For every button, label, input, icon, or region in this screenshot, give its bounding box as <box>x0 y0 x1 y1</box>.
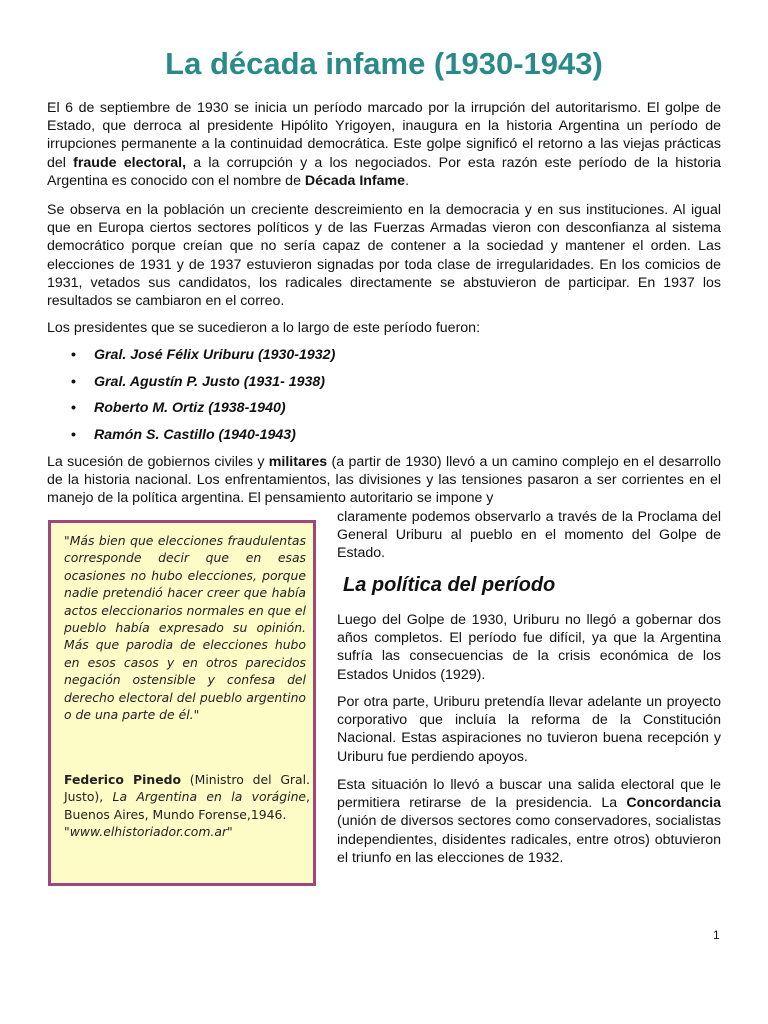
text-run: El 6 de septiembre de 1930 se inicia un período marcado por la irrupción del autoritarismo. El golpe de Estado, que derroca al presidente Hipólito Yrigoyen, inaugura en la historia Argentina un período de irrupciones permanente a la continuidad democrática. Este golpe significó el retorno a las viejas prácticas del <box>47 100 721 171</box>
paragraph-democracy: Se observa en la población un creciente descreimiento en la democracia y en sus instituciones. Al igual que en Europa ciertos sectores políticos y de las Fuerzas Armadas vieron con desconfianza al sistema democrático porque creían que no sería capaz de contener a la sociedad y mantener el orden. Las elecciones de 1931 y de 1937 estuvieron signadas por toda clase de irregularidades. En los comicios de 1931, vetados sus candidatos, los radicales directamente se abstuvieron de participar. En 1937 los resultados se cambiaron en el correo. <box>47 202 721 310</box>
bullet-icon: • <box>71 347 76 363</box>
presidents-list <box>47 346 721 452</box>
bullet-icon: • <box>71 426 76 443</box>
quote-book-title: La Argentina en la vorágine <box>112 789 307 805</box>
bold-term-decada-infame: Década Infame <box>304 172 406 189</box>
quote-source <box>64 771 310 841</box>
page-number: 1 <box>713 928 720 942</box>
quote-author: Federico Pinedo <box>64 772 181 787</box>
text-run: (a partir de 1930) llevó a un camino complejo en el desarrollo de la historia nacional. Los enfrentamientos, las divisiones y las tensiones pasaron a ser corrientes en el manejo de la política argentina. El pensamiento autoritario se impone y <box>47 454 721 507</box>
text-run: Esta situación lo llevó a buscar una salida electoral que le permitiera retirarse de la presidencia. La <box>337 777 721 812</box>
president-name: Ramón S. Castillo (1940-1943) <box>94 426 296 443</box>
section-subtitle: La política del período <box>343 574 556 596</box>
paragraph-concordancia <box>337 776 721 867</box>
paragraph-succession <box>47 453 721 508</box>
list-item <box>47 399 721 426</box>
quote-text: "Más bien que elecciones fraudulentas corresponde decir que en esas ocasiones no hubo elecciones, porque nadie pretendió hacer creer que había actos eleccionarios normales en que el pueblo había expresado su opinión. Más que parodia de elecciones hubo en esos casos y en otros parecidos negación ostensible y confesa del derecho electoral del pueblo argentino o de una parte de él." <box>64 533 306 723</box>
bold-term-concordancia: Concordancia <box>626 795 721 812</box>
president-name: Gral. José Félix Uriburu (1930-1932) <box>94 347 336 363</box>
quote-website: "www.elhistoriador.com.ar" <box>64 824 233 840</box>
quote-publication: , Buenos Aires, Mundo Forense,1946. <box>64 789 310 822</box>
text-run: . <box>405 172 410 189</box>
page-title: La década infame (1930-1943) <box>165 46 603 81</box>
list-item <box>47 346 721 373</box>
president-name: Roberto M. Ortiz (1938-1940) <box>94 400 286 416</box>
quote-box <box>48 520 316 886</box>
president-name: Gral. Agustín P. Justo (1931- 1938) <box>94 373 326 390</box>
text-run: (unión de diversos sectores como conservadores, socialistas independientes, disidentes radicales, entre otros) obtuvieron el triunfo en las elecciones de 1932. <box>337 813 721 866</box>
text-run: a la corrupción y a los negociados. Por esta razón este período de la historia Argentina es conocido con el nombre de <box>47 154 722 189</box>
intro-paragraph <box>47 99 721 190</box>
paragraph-uriburu-government: Luego del Golpe de 1930, Uriburu no llegó a gobernar dos años completos. El período fue difícil, ya que la Argentina sufría las consecuencias de la crisis económica de los Estados Unidos (1929). <box>337 612 721 683</box>
list-item <box>47 373 721 400</box>
paragraph-presidents-intro: Los presidentes que se sucedieron a lo largo de este período fueron: <box>47 320 481 336</box>
paragraph-corporate-project: Por otra parte, Uriburu pretendía llevar adelante un proyecto corporativo que incluía la reforma de la Constitución Nacional. Estas aspiraciones no tuvieron buena recepción y Uriburu fue perdiendo apoyos. <box>337 694 721 765</box>
quote-role: (Ministro del Gral. Justo), <box>64 772 310 805</box>
bullet-icon: • <box>71 373 76 390</box>
paragraph-succession-continued: claramente podemos observarlo a través de la Proclama del General Uriburu al pueblo en el momento del Golpe de Estado. <box>337 509 721 562</box>
bold-term-fraude: fraude electoral, <box>73 154 187 171</box>
bold-term-militares: militares <box>268 454 328 470</box>
list-item <box>47 426 721 453</box>
text-run: La sucesión de gobiernos civiles y <box>47 454 269 470</box>
bullet-icon: • <box>71 400 76 416</box>
